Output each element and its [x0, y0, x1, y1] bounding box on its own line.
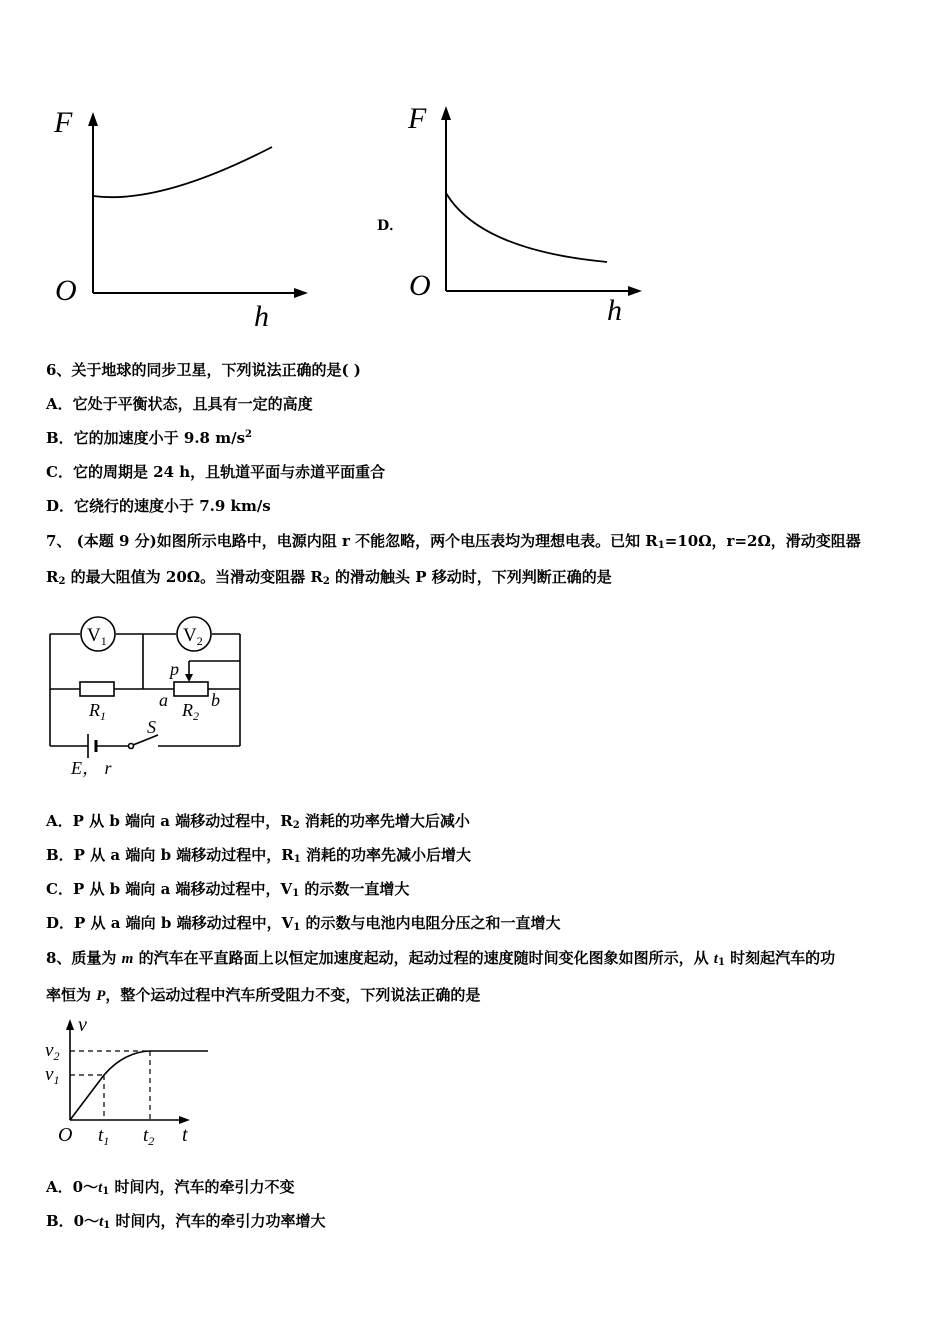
graph-d-x-arrow-icon — [628, 286, 642, 296]
source-label: E， r — [71, 758, 112, 778]
q8-option-a — [46, 1177, 294, 1198]
q6-stem: 6、关于地球的同步卫星，下列说法正确的是( ) — [46, 361, 361, 379]
q7-b-sub: 1 — [293, 854, 301, 865]
graph-c-origin: O — [55, 274, 77, 307]
graph-c-y-label: F — [54, 106, 73, 139]
q7-a-part2: 消耗的功率先增大后减小 — [299, 812, 470, 830]
slider-p-label: p — [170, 659, 179, 679]
q6-option-a: A．它处于平衡状态，且具有一定的高度 — [46, 395, 313, 413]
q7-c-part2: 的示数一直增大 — [299, 880, 410, 898]
q7-a-sub: 2 — [292, 820, 300, 831]
q7-stem2-part3: 的滑动触头 P 移动时，下列判断正确的是 — [329, 568, 612, 586]
v1-label: $V_1$ — [87, 625, 107, 648]
vt-origin-label: O — [58, 1124, 73, 1146]
q8-vt-graph — [0, 0, 220, 1150]
vt-y-arrow-icon — [66, 1019, 74, 1030]
r2-label: $R_2$ — [182, 700, 199, 723]
graph-d-y-label: F — [408, 102, 427, 135]
graph-d-origin: O — [409, 269, 431, 302]
vt-v-label: v — [78, 1014, 87, 1036]
graph-c-x-label: h — [254, 300, 269, 333]
q6-option-b-sup: 2 — [245, 429, 252, 440]
q7-a-part1: A．P 从 b 端向 a 端移动过程中，R — [46, 812, 293, 830]
q8-stem1-m: m — [121, 951, 134, 967]
q8-stem1-part3: 时刻起汽车的功 — [724, 949, 836, 967]
q7-stem2-sub2: 2 — [322, 576, 330, 587]
q7-c-part1: C．P 从 b 端向 a 端移动过程中，V — [46, 880, 293, 898]
q7-stem2-part1: R — [46, 568, 59, 586]
vt-t-label: t — [182, 1124, 188, 1146]
q6-option-b-text: B．它的加速度小于 9.8 m/s — [46, 429, 246, 447]
r1-label: $R_1$ — [89, 700, 106, 723]
q8-stem1-part2: 的汽车在平直路面上以恒定加速度起动，起动过程的速度随时间变化图象如图所示，从 — [133, 949, 714, 967]
vt-v2-label: $v_2$ — [45, 1040, 60, 1063]
q8-stem1-t: t — [713, 951, 718, 967]
vt-x-arrow-icon — [179, 1116, 190, 1124]
q8-a-part2: 时间内，汽车的牵引力不变 — [109, 1178, 295, 1196]
q8-b-part1: B．0～ — [46, 1212, 100, 1230]
switch-s-label: S — [147, 717, 156, 737]
q8-option-b — [46, 1211, 326, 1232]
q8-stem2-P: P — [96, 988, 106, 1004]
q8-stem2-part2: ，整个运动过程中汽车所受阻力不变，下列说法正确的是 — [105, 986, 481, 1004]
terminal-b-label: b — [211, 690, 220, 710]
q7-d-part2: 的示数与电池内电阻分压之和一直增大 — [300, 914, 561, 932]
q7-stem1-part2: =10Ω，r=2Ω，滑动变阻器 — [664, 532, 861, 550]
q7-d-part1: D．P 从 a 端向 b 端移动过程中，V — [46, 914, 294, 932]
q8-b-part2: 时间内，汽车的牵引力功率增大 — [110, 1212, 326, 1230]
q8-stem2-part1: 率恒为 — [46, 986, 97, 1004]
q8-b-t: t — [99, 1214, 104, 1230]
q8-stem1-part1: 8、质量为 — [46, 949, 122, 967]
terminal-a-label: a — [159, 690, 168, 710]
q7-stem1-part1: 7、 (本题 9 分)如图所示电路中，电源内阻 r 不能忽略，两个电压表均为理想电表。已知 R — [46, 532, 658, 550]
q7-stem2-sub1: 2 — [58, 576, 66, 587]
q7-d-sub: 1 — [293, 922, 301, 933]
q6-option-c: C．它的周期是 24 h，且轨道平面与赤道平面重合 — [46, 463, 386, 481]
vt-t1-label: $t_1$ — [98, 1125, 110, 1148]
vt-curve — [70, 1051, 208, 1120]
q7-b-part2: 消耗的功率先减小后增大 — [300, 846, 471, 864]
q8-a-t-sub: 1 — [102, 1186, 110, 1197]
q7-b-part1: B．P 从 a 端向 b 端移动过程中，R — [46, 846, 294, 864]
option-d-tag: D． — [377, 218, 404, 234]
graph-d-x-label: h — [607, 294, 622, 327]
vt-t2-label: $t_2$ — [143, 1125, 155, 1148]
q7-stem2-part2: 的最大阻值为 20Ω。当滑动变阻器 R — [65, 568, 323, 586]
graph-d-y-arrow-icon — [441, 106, 451, 120]
graph-d-curve — [446, 193, 607, 262]
q8-b-t-sub: 1 — [103, 1220, 111, 1231]
q7-c-sub: 1 — [292, 888, 300, 899]
q7-stem1-sub1: 1 — [657, 540, 665, 551]
q8-stem1-t-sub: 1 — [717, 957, 725, 968]
vt-v1-label: $v_1$ — [45, 1064, 60, 1087]
q8-a-part1: A．0～ — [46, 1178, 99, 1196]
v2-label: $V_2$ — [183, 625, 203, 648]
q8-a-t: t — [98, 1180, 103, 1196]
q6-option-d: D．它绕行的速度小于 7.9 km/s — [46, 497, 271, 515]
